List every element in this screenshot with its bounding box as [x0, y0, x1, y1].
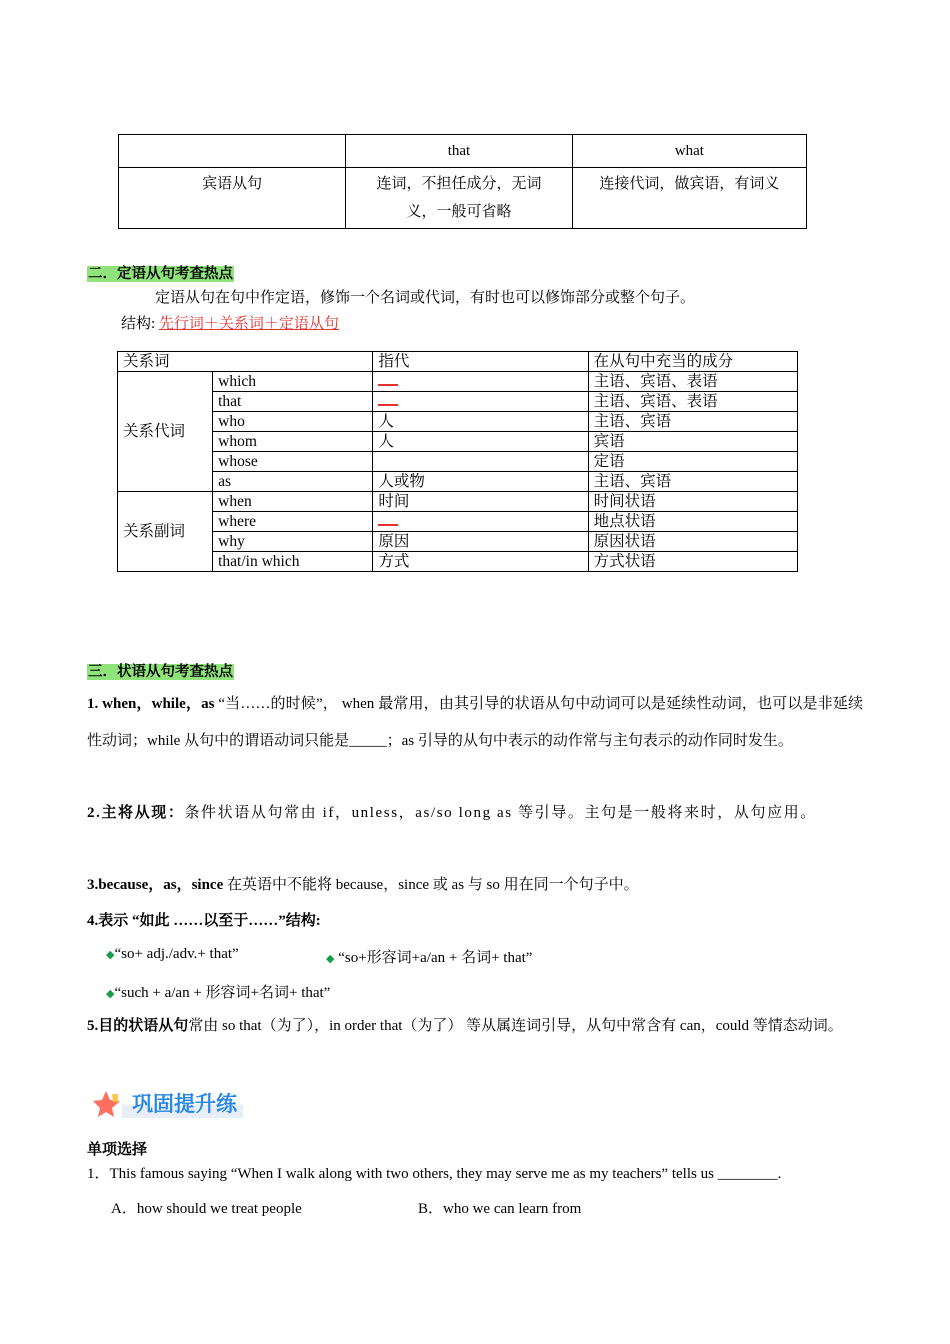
role-cell: 主语、宾语: [588, 412, 797, 432]
word-cell: which: [213, 372, 373, 392]
refers-cell: 方式: [373, 552, 588, 572]
option-a: A．how should we treat people: [111, 1201, 302, 1217]
role-cell: 原因状语: [588, 532, 797, 552]
refers-cell: [373, 392, 588, 412]
table-row: [118, 372, 798, 392]
refers-cell: 人: [373, 412, 588, 432]
word-cell: as: [213, 472, 373, 492]
word-cell: that: [213, 392, 373, 412]
header-cell: 在从句中充当的成分: [588, 352, 797, 372]
practice-subtitle: 单项选择: [87, 1142, 148, 1158]
table-row: [118, 472, 798, 492]
paragraph-1: 1. when，while，as “当……的时候”， when 最常用，由其引导的状语从句中动词可以是延续性动词，也可以是非延续性动词；while 从句中的谓语动词只能是_____；as 引导的从句中表示的动作常与主句表示的动作同时发生。: [87, 696, 863, 749]
table-row: [118, 412, 798, 432]
answer-blank: [378, 516, 398, 526]
word-cell: where: [213, 512, 373, 532]
table-row: [118, 432, 798, 452]
paragraph-2: 2.主将从现：条件状语从句常由 if，unless，as/so long as 等引导。主句是一般将来时，从句应用。: [87, 805, 817, 821]
structure-label: 结构:: [121, 316, 159, 332]
role-cell: 定语: [588, 452, 797, 472]
role-cell: 地点状语: [588, 512, 797, 532]
role-cell: 主语、宾语、表语: [588, 392, 797, 412]
role-cell: 时间状语: [588, 492, 797, 512]
relative-words-table: [117, 351, 798, 572]
header-cell: 关系词: [118, 352, 373, 372]
practice-banner: 巩固提升练: [122, 1088, 243, 1118]
paragraph-4: 4.表示 “如此 ……以至于……”结构:: [87, 913, 321, 929]
word-cell: why: [213, 532, 373, 552]
paragraph-3: 3.because，as，since 在英语中不能将 because，since 或 as 与 so 用在同一个句子中。: [87, 877, 639, 893]
header-cell: what: [572, 135, 806, 168]
refers-cell: 人或物: [373, 472, 588, 492]
that-line2: 义，一般可省略: [406, 204, 512, 220]
comparison-table: [118, 134, 807, 229]
that-cell: [346, 168, 572, 229]
star-icon: [92, 1090, 122, 1118]
question-1: 1．This famous saying “When I walk along with two others, they may serve me as my teachers” tells us ________.: [87, 1166, 782, 1182]
word-cell: who: [213, 412, 373, 432]
diamond-icon: ◆: [326, 953, 335, 965]
option-b: B．who we can learn from: [418, 1201, 582, 1217]
table-row: [119, 168, 807, 229]
paragraph-5: 5.目的状语从句常由 so that（为了），in order that（为了） 等从属连词引导，从句中常含有 can，could 等情态动词。: [87, 1018, 843, 1034]
diamond-icon: ◆: [106, 988, 115, 1000]
what-cell: 连接代词，做宾语，有词义: [572, 168, 806, 229]
table-row: [118, 552, 798, 572]
table-row: [118, 532, 798, 552]
section3-title: 三．状语从句考查热点: [88, 664, 233, 680]
answer-blank: [378, 376, 398, 386]
role-cell: 主语、宾语、表语: [588, 372, 797, 392]
word-cell: whose: [213, 452, 373, 472]
that-line1: 连词，不担任成分，无词: [376, 176, 542, 192]
header-cell: that: [346, 135, 572, 168]
refers-cell: [373, 372, 588, 392]
bullet-3: ◆“such + a/an + 形容词+名词+ that”: [106, 985, 331, 1001]
section2-structure: [121, 312, 339, 333]
refers-cell: [373, 512, 588, 532]
role-cell: 方式状语: [588, 552, 797, 572]
refers-cell: [373, 452, 588, 472]
refers-cell: 时间: [373, 492, 588, 512]
refers-cell: 人: [373, 432, 588, 452]
word-cell: when: [213, 492, 373, 512]
bullet-2: ◆ “so+形容词+a/an + 名词+ that”: [326, 950, 533, 966]
table-header-row: [119, 135, 807, 168]
group-label: 关系代词: [118, 372, 213, 492]
section2-title: 二．定语从句考查热点: [88, 266, 233, 282]
word-cell: that/in which: [213, 552, 373, 572]
table-row: [118, 452, 798, 472]
role-cell: 宾语: [588, 432, 797, 452]
section2-intro: 定语从句在句中作定语，修饰一个名词或代词，有时也可以修饰部分或整个句子。: [155, 290, 696, 306]
word-cell: whom: [213, 432, 373, 452]
header-cell: 指代: [373, 352, 588, 372]
row-label: 宾语从句: [119, 168, 346, 229]
bullet-1: ◆“so+ adj./adv.+ that”: [106, 946, 239, 962]
structure-value: 先行词＋关系词＋定语从句: [158, 316, 339, 332]
table-header-row: [118, 352, 798, 372]
table-row: [118, 392, 798, 412]
answer-blank: [378, 396, 398, 406]
role-cell: 主语、宾语: [588, 472, 797, 492]
diamond-icon: ◆: [106, 949, 115, 961]
table-row: [118, 512, 798, 532]
refers-cell: 原因: [373, 532, 588, 552]
table-row: [118, 492, 798, 512]
group-label: 关系副词: [118, 492, 213, 572]
header-cell: [119, 135, 346, 168]
